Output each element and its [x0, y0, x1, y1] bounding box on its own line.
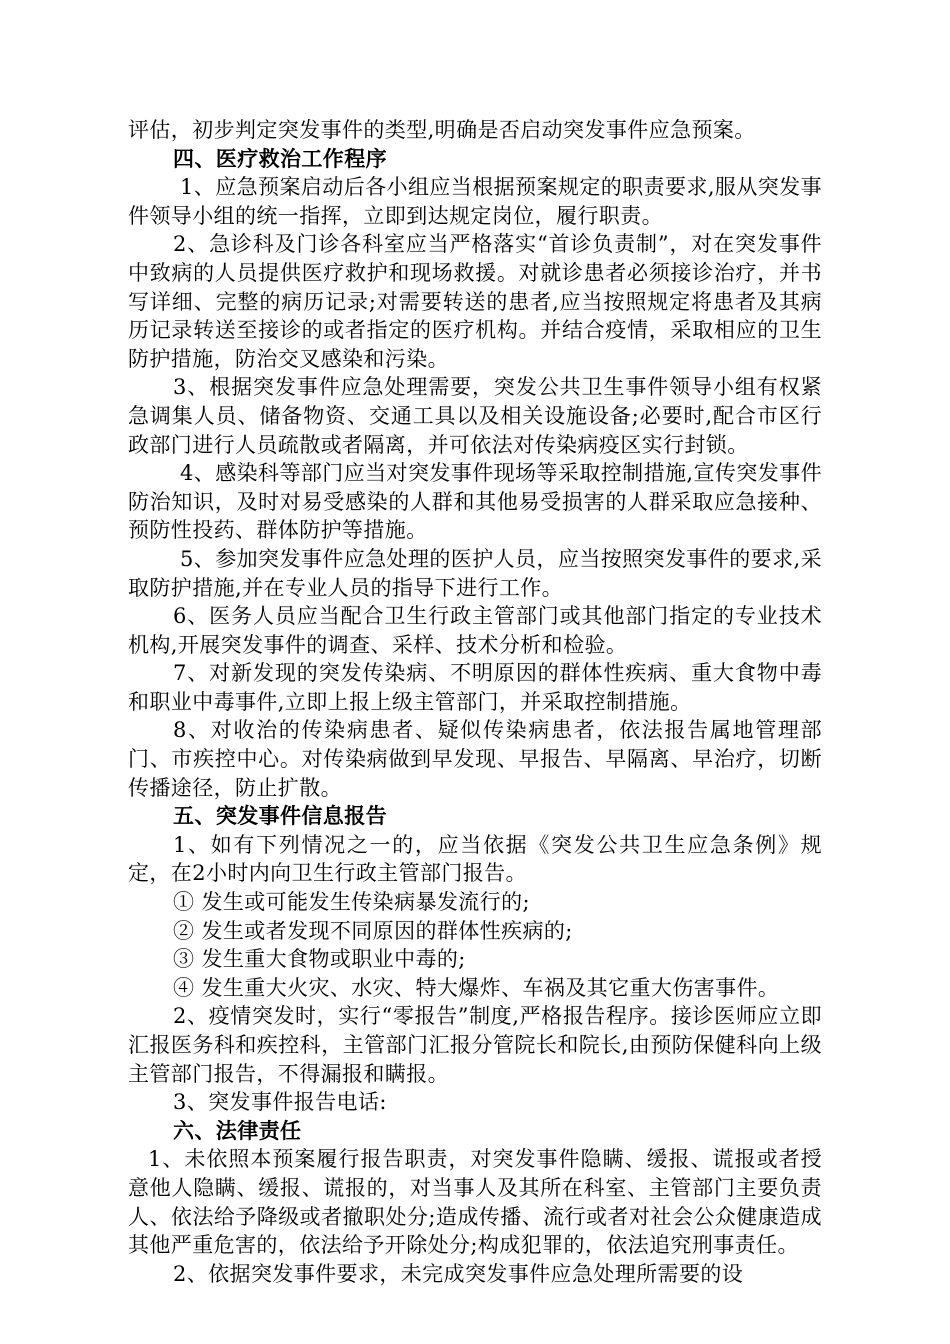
- paragraph-4-4: 4、感染科等部门应当对突发事件现场等采取控制措施,宣传突发事件防治知识，及时对易受感染的人群和其他易受损害的人群采取应急接种、预防性投药、群体防护等措施。: [128, 461, 822, 543]
- section-heading-6: 六、法律责任: [173, 1118, 302, 1143]
- paragraph-5-3: 3、突发事件报告电话:: [173, 1090, 387, 1115]
- list-item-4: ④ 发生重大火灾、水灾、特大爆炸、车祸及其它重大伤害事件。: [173, 975, 780, 1000]
- paragraph-4-8: 8、对收治的传染病患者、疑似传染病患者，依法报告属地管理部门、市疾控中心。对传染病做到早发现、早报告、早隔离、早治疗，切断传播途径，防止扩散。: [128, 718, 822, 800]
- paragraph-4-5: 5、参加突发事件应急处理的医护人员，应当按照突发事件的要求,采取防护措施,并在专业人员的指导下进行工作。: [128, 546, 822, 600]
- list-item-2: ② 发生或者发现不同原因的群体性疾病的;: [173, 918, 573, 943]
- paragraph-4-2: 2、急诊科及门诊各科室应当严格落实“首诊负责制”，对在突发事件中致病的人员提供医疗救护和现场救援。对就诊患者必须接诊治疗，并书写详细、完整的病历记录;对需要转送的患者,应当按照规定将患者及其病历记录转送至接诊的或者指定的医疗机构。并结合疫情，采取相应的卫生防护措施，防治交叉感染和污染。: [128, 232, 822, 371]
- paragraph-continuation: 评估，初步判定突发事件的类型,明确是否启动突发事件应急预案。: [128, 118, 756, 142]
- document-page: [128, 116, 822, 1288]
- paragraph-4-3: 3、根据突发事件应急处理需要，突发公共卫生事件领导小组有权紧急调集人员、储备物资、交通工具以及相关设施设备;必要时,配合市区行政部门进行人员疏散或者隔离，并可依法对传染病疫区实行封锁。: [128, 375, 822, 457]
- section-heading-5: 五、突发事件信息报告: [173, 804, 387, 829]
- list-item-1: ① 发生或可能发生传染病暴发流行的;: [173, 890, 530, 915]
- list-item-3: ③ 发生重大食物或职业中毒的;: [173, 947, 466, 972]
- paragraph-4-7: 7、对新发现的突发传染病、不明原因的群体性疾病、重大食物中毒和职业中毒事件,立即上报上级主管部门，并采取控制措施。: [128, 661, 822, 714]
- paragraph-6-2: 2、依据突发事件要求，未完成突发事件应急处理所需要的设: [173, 1261, 744, 1286]
- section-heading-4: 四、医疗救治工作程序: [173, 146, 387, 171]
- paragraph-5-2: 2、疫情突发时，实行“零报告”制度,严格报告程序。接诊医师应立即汇报医务科和疾控科，主管部门汇报分管院长和院长,由预防保健科向上级主管部门报告，不得漏报和瞒报。: [128, 1004, 822, 1086]
- paragraph-5-1: 1、如有下列情况之一的，应当依据《突发公共卫生应急条例》规定，在2小时内向卫生行政主管部门报告。: [128, 832, 822, 886]
- paragraph-4-6: 6、医务人员应当配合卫生行政主管部门或其他部门指定的专业技术机构,开展突发事件的调查、采样、技术分析和检验。: [128, 604, 822, 657]
- paragraph-4-1: 1、应急预案启动后各小组应当根据预案规定的职责要求,服从突发事件领导小组的统一指挥，立即到达规定岗位，履行职责。: [128, 175, 822, 228]
- paragraph-6-1: 1、未依照本预案履行报告职责，对突发事件隐瞒、缓报、谎报或者授意他人隐瞒、缓报、谎报的，对当事人及其所在科室、主管部门主要负责人、依法给予降级或者撤职处分;造成传播、流行或者对社会公众健康造成其他严重危害的，依法给予开除处分;构成犯罪的，依法追究刑事责任。: [128, 1147, 822, 1258]
